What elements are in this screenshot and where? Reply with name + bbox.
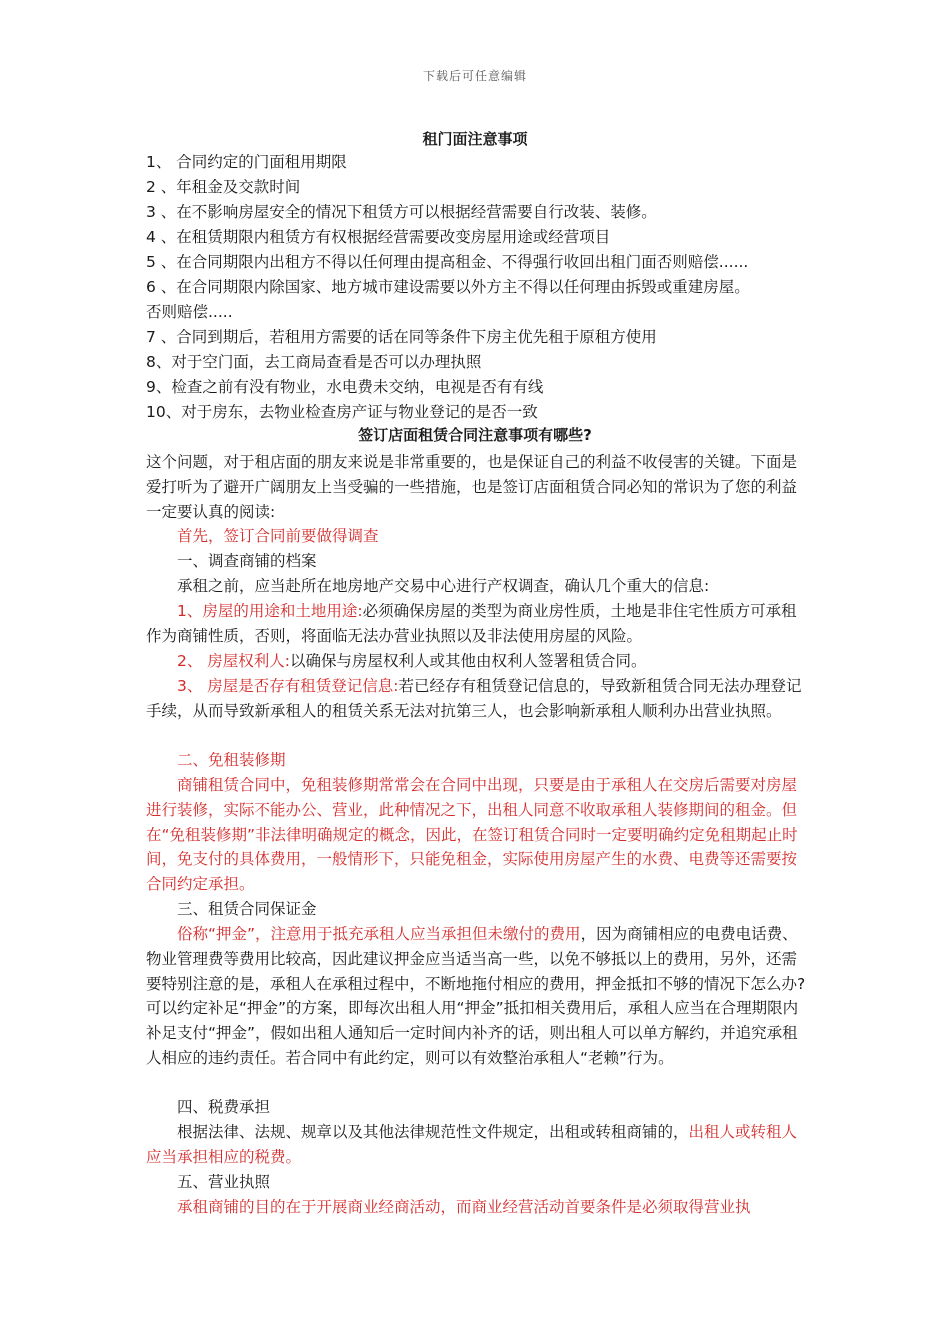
list-item: 9、检查之前有没有物业，水电费未交纳，电视是否有有线 (146, 378, 544, 396)
item-label: 1、房屋的用途和土地用途: (177, 602, 363, 620)
list-item: 4 、在租赁期限内租赁方有权根据经营需要改变房屋用途或经营项目 (146, 228, 611, 246)
list-item: 2 、年租金及交款时间 (146, 178, 301, 196)
section-paragraph: 承租之前，应当赴所在地房地产交易中心进行产权调查，确认几个重大的信息: (177, 577, 710, 595)
highlight-text: 俗称“押金”，注意用于抵充承租人应当承担但未缴付的费用 (177, 925, 581, 943)
body-text: ，因为商铺相应的电费电话费、物业管理费等费用比较高，因此建议押金应当适当高一些，以免不够抵以上的费用，另外，还需要特别注意的是，承租人在承租过程中，不断地拖付相应的费用，押金抵扣不够的情况下怎么办?可以约定补足“押金”的方案，即每次出租人用“押金”抵扣相关费用后，承租人应当在合理期限内补足支付“押金”，假如出租人通知后一定时间内补齐的话，则出租人可以单方解约，并追究承租人相应的违约责任。若合同中有此约定，则可以有效整治承租人“老赖”行为。 (146, 925, 806, 1067)
list-item: 3 、在不影响房屋安全的情况下租赁方可以根据经营需要自行改装、装修。 (146, 203, 657, 221)
page-header-note: 下载后可任意编辑 (422, 69, 527, 83)
intro-paragraph: 这个问题，对于租店面的朋友来说是非常重要的，也是保证自己的利益不收侵害的关键。下面是爱打听为了避开广阔朋友上当受骗的一些措施，也是签订店面租赁合同必知的常识为了您的利益一定要认真的阅读: (146, 453, 798, 521)
list-item: 5 、在合同期限内出租方不得以任何理由提高租金、不得强行收回出租门面否则赔偿...... (146, 253, 749, 271)
section-paragraph (177, 649, 647, 674)
list-item: 7 、合同到期后，若租用方需要的话在同等条件下房主优先租于原租方使用 (146, 328, 657, 346)
list-item: 6 、在合同期限内除国家、地方城市建设需要以外方主不得以任何理由拆毁或重建房屋。 (146, 278, 750, 296)
document-title: 租门面注意事项 (422, 130, 528, 148)
section-heading: 四、税费承担 (177, 1098, 271, 1116)
item-label: 2、 房屋权利人: (177, 652, 291, 670)
item-text: 若已经存有租赁登记信息的，导致新租赁合同无法办理登记手续，从而导致新承租人的租赁关系无法对抗第三人，也会影响新承租人顺利办出营业执照。 (146, 677, 802, 720)
item-label: 3、 房屋是否存有租赁登记信息: (177, 677, 399, 695)
section-paragraph (146, 599, 810, 649)
list-item: 否则赔偿..... (146, 303, 233, 321)
section-paragraph: 承租商铺的目的在于开展商业经商活动，而商业经营活动首要条件是必须取得营业执 (177, 1198, 751, 1216)
section-title: 签订店面租赁合同注意事项有哪些? (358, 426, 592, 444)
body-text: 根据法律、法规、规章以及其他法律规范性文件规定，出租或转租商铺的， (177, 1123, 689, 1141)
section-paragraph (146, 922, 810, 1071)
first-heading: 首先，签订合同前要做得调查 (177, 527, 379, 545)
section-paragraph: 商铺租赁合同中，免租装修期常常会在合同中出现，只要是由于承租人在交房后需要对房屋进行装修，实际不能办公、营业，此种情况之下，出租人同意不收取承租人装修期间的租金。但在“免租装修期”非法律明确规定的概念，因此，在签订租赁合同时一定要明确约定免租期起止时间，免支付的具体费用，一般情形下，只能免租金，实际使用房屋产生的水费、电费等还需要按合同约定承担。 (146, 776, 798, 894)
section-paragraph (146, 1120, 810, 1170)
section-heading: 一、调查商铺的档案 (177, 552, 317, 570)
highlight-text: 出租人或转租人应当承担相应的税费。 (146, 1123, 798, 1166)
section-heading: 二、免租装修期 (177, 751, 286, 769)
section-heading: 五、营业执照 (177, 1173, 271, 1191)
section-paragraph (146, 674, 810, 724)
item-text: 以确保与房屋权利人或其他由权利人签署租赁合同。 (290, 652, 647, 670)
list-item: 10、对于房东，去物业检查房产证与物业登记的是否一致 (146, 403, 538, 421)
list-item: 8、对于空门面，去工商局查看是否可以办理执照 (146, 353, 482, 371)
item-text: 必须确保房屋的类型为商业房性质，土地是非住宅性质方可承租作为商铺性质，否则，将面临无法办营业执照以及非法使用房屋的风险。 (146, 602, 797, 645)
list-item: 1、 合同约定的门面租用期限 (146, 153, 347, 171)
section-heading: 三、租赁合同保证金 (177, 900, 317, 918)
